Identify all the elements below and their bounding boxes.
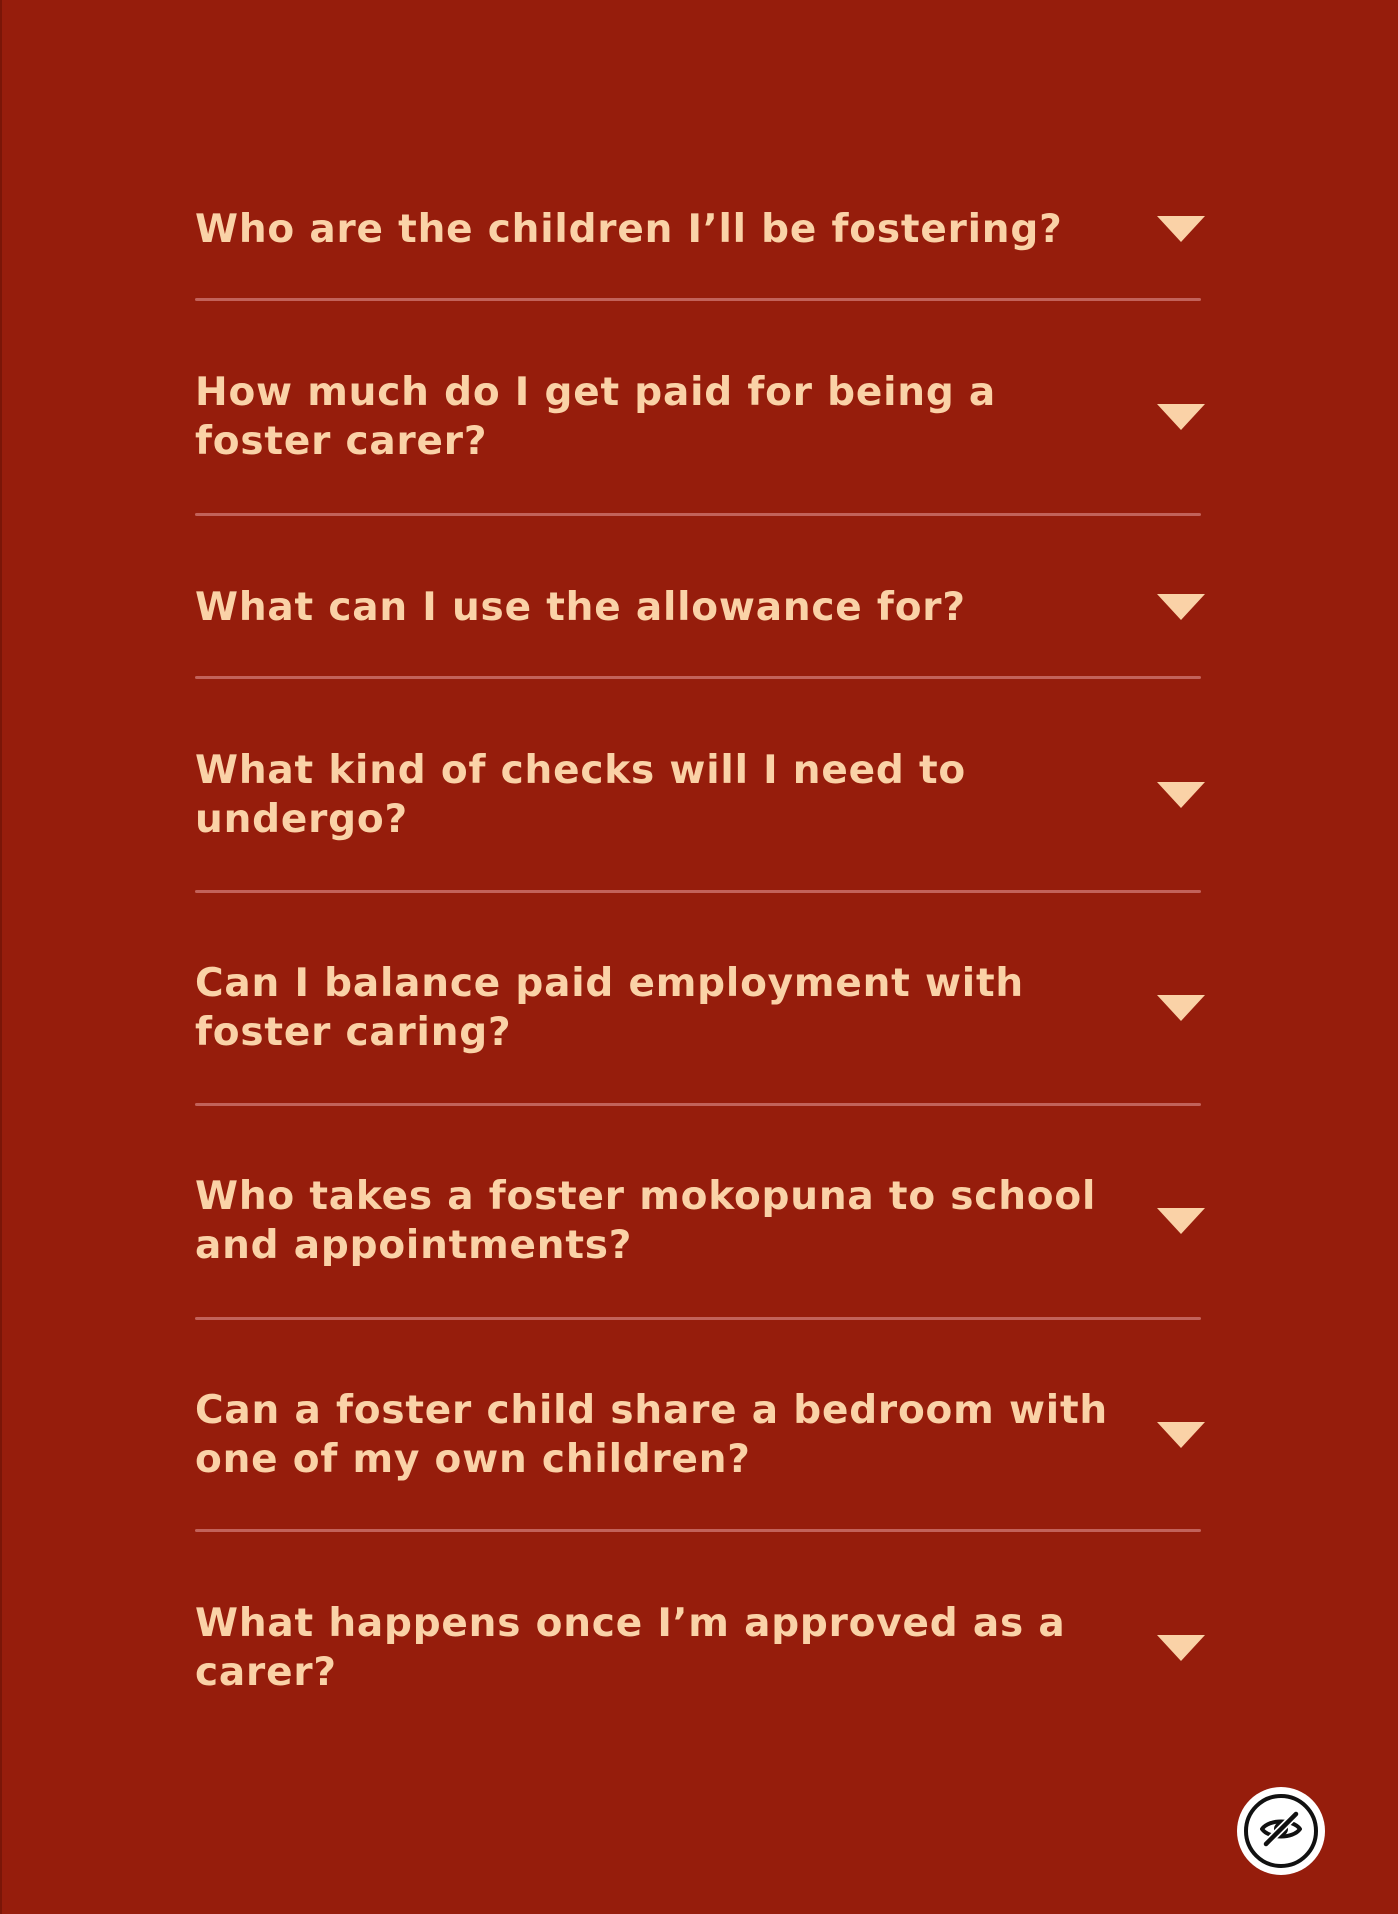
hide-button[interactable] [1237, 1787, 1325, 1875]
faq-item-payment[interactable] [195, 367, 1205, 467]
faq-question: Can a foster child share a bedroom with one of my own children? [195, 1388, 1108, 1482]
faq-divider [195, 513, 1201, 516]
triangle-down-icon[interactable] [1157, 1206, 1205, 1236]
faq-question: Who are the children I’ll be fostering? [195, 206, 1063, 252]
faq-item-employment[interactable] [195, 958, 1205, 1058]
faq-divider [195, 676, 1201, 679]
triangle-down-icon[interactable] [1157, 592, 1205, 622]
faq-item-approved[interactable] [195, 1598, 1205, 1698]
eye-slash-icon [1258, 1806, 1304, 1856]
faq-divider [195, 890, 1201, 893]
faq-question: Can I balance paid employment with foster caring? [195, 961, 1024, 1055]
faq-item-checks[interactable] [195, 745, 1205, 845]
faq-divider [195, 1317, 1201, 1320]
triangle-down-icon[interactable] [1157, 214, 1205, 244]
faq-item-children[interactable] [195, 199, 1205, 259]
hide-button-ring [1244, 1794, 1318, 1868]
faq-divider [195, 1529, 1201, 1532]
faq-question: What happens once I’m approved as a carer? [195, 1601, 1066, 1695]
triangle-down-icon[interactable] [1157, 402, 1205, 432]
faq-question: What kind of checks will I need to undergo? [195, 748, 966, 842]
faq-item-school[interactable] [195, 1171, 1205, 1271]
faq-divider [195, 1103, 1201, 1106]
left-edge [0, 0, 2, 1914]
faq-question: Who takes a foster mokopuna to school and appointments? [195, 1174, 1097, 1268]
faq-question: How much do I get paid for being a foster carer? [195, 370, 997, 464]
faq-question: What can I use the allowance for? [195, 584, 966, 630]
triangle-down-icon[interactable] [1157, 1633, 1205, 1663]
triangle-down-icon[interactable] [1157, 780, 1205, 810]
faq-divider [195, 298, 1201, 301]
triangle-down-icon[interactable] [1157, 1420, 1205, 1450]
faq-item-bedroom[interactable] [195, 1385, 1205, 1485]
triangle-down-icon[interactable] [1157, 993, 1205, 1023]
faq-item-allowance[interactable] [195, 577, 1205, 637]
